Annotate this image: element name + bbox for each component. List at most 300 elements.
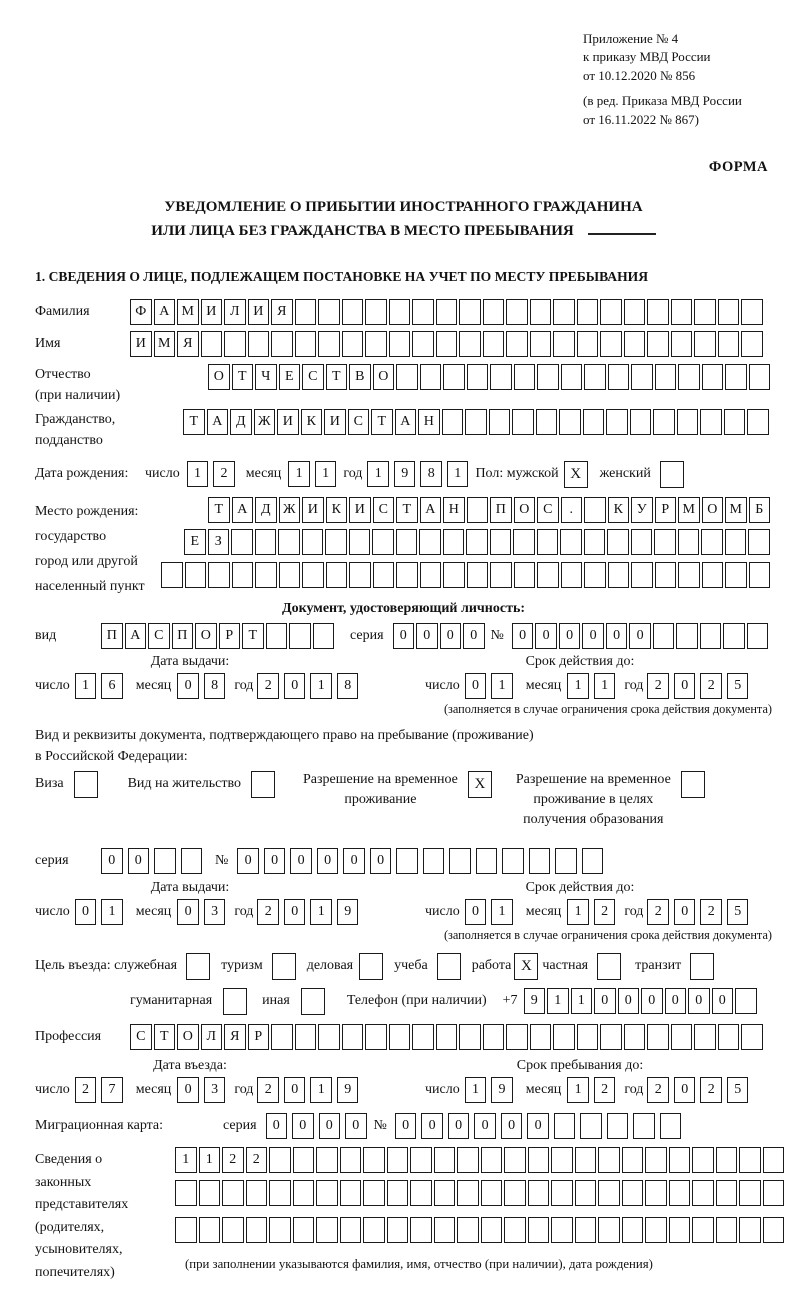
form-cell [554, 1113, 576, 1139]
purpose-transit-label: транзит [635, 958, 682, 974]
form-cell: Я [271, 299, 293, 325]
migration-number-boxes [395, 1113, 687, 1139]
birthplace-block-label [35, 499, 145, 599]
purpose-business-checkbox [359, 953, 383, 980]
form-cell: А [154, 299, 176, 325]
form-cell [389, 299, 411, 325]
form-cell: 1 [547, 988, 569, 1014]
form-cell: П [490, 497, 512, 523]
form-cell [295, 299, 317, 325]
form-cell [483, 299, 505, 325]
purpose-tourism-label: туризм [221, 958, 263, 974]
form-cell [624, 1024, 646, 1050]
form-cell: 5 [727, 673, 749, 699]
form-cell: О [702, 497, 724, 523]
form-cell [269, 1180, 291, 1206]
revision-block [583, 92, 772, 129]
form-cell [459, 1024, 481, 1050]
birthplace-row-2 [184, 529, 772, 555]
form-cell [443, 364, 465, 390]
form-cell: 7 [101, 1077, 123, 1103]
form-cell: 0 [559, 623, 581, 649]
form-cell [224, 331, 246, 357]
form-cell: З [208, 529, 230, 555]
phone-label: Телефон (при наличии) [346, 993, 487, 1009]
sex-male-checkbox: X [564, 461, 588, 488]
form-cell [561, 364, 583, 390]
form-cell [302, 562, 324, 588]
form-cell [669, 1217, 691, 1243]
form-cell: С [537, 497, 559, 523]
form-cell [201, 331, 223, 357]
purpose-humanitarian-label: гуманитарная [130, 993, 213, 1009]
form-cell [457, 1217, 479, 1243]
form-cell [551, 1180, 573, 1206]
form-cell: М [725, 497, 747, 523]
form-cell [598, 1217, 620, 1243]
form-cell: 9 [394, 461, 416, 487]
form-cell: 0 [177, 1077, 199, 1103]
form-cell [528, 1180, 550, 1206]
form-cell [246, 1217, 268, 1243]
form-cell [530, 1024, 552, 1050]
form-cell: 1 [310, 899, 332, 925]
doc-type-row [35, 623, 772, 649]
form-cell [318, 299, 340, 325]
month-boxes [567, 899, 620, 925]
form-cell [279, 562, 301, 588]
form-cell: С [148, 623, 170, 649]
form-cell [631, 562, 653, 588]
label-line: подданство [35, 432, 103, 448]
form-cell: 8 [337, 673, 359, 699]
form-cell [741, 1024, 763, 1050]
form-cell [449, 848, 471, 874]
year-boxes [647, 673, 753, 699]
date-title: Срок пребывания до: [516, 1058, 644, 1074]
year-label: год [234, 677, 254, 693]
form-cell [349, 562, 371, 588]
form-cell [655, 364, 677, 390]
form-cell [718, 331, 740, 357]
form-cell: А [125, 623, 147, 649]
form-cell: 2 [700, 673, 722, 699]
form-cell [442, 409, 464, 435]
legal-rep-row-2-boxes [175, 1180, 786, 1206]
form-cell [255, 529, 277, 555]
form-cell: 1 [175, 1147, 197, 1173]
form-cell [423, 848, 445, 874]
date-title: Срок действия до: [525, 880, 635, 896]
form-cell [645, 1147, 667, 1173]
form-cell: 0 [582, 623, 604, 649]
form-cell: Ф [130, 299, 152, 325]
form-cell: Т [242, 623, 264, 649]
form-cell: 8 [420, 461, 442, 487]
form-cell: 3 [204, 1077, 226, 1103]
form-cell: Т [396, 497, 418, 523]
form-cell [553, 299, 575, 325]
birthplace-row-3 [161, 562, 772, 593]
day-label: число [425, 677, 460, 693]
form-cell [295, 1024, 317, 1050]
citizenship-row [35, 409, 772, 451]
form-cell [553, 331, 575, 357]
form-cell: 0 [474, 1113, 496, 1139]
sex-female-checkbox [660, 461, 684, 488]
appendix-line: к приказу МВД России [583, 49, 711, 65]
patronymic-boxes [208, 364, 772, 390]
form-cell: 0 [606, 623, 628, 649]
form-cell [467, 364, 489, 390]
form-cell [747, 409, 769, 435]
form-cell [342, 331, 364, 357]
label-line: город или другой [35, 553, 138, 569]
form-cell [608, 364, 630, 390]
form-cell [420, 562, 442, 588]
form-cell: 1 [367, 461, 389, 487]
form-cell [420, 364, 442, 390]
day-label: число [35, 904, 70, 920]
forma-label: ФОРМА [708, 159, 768, 176]
form-cell: Ж [279, 497, 301, 523]
form-cell [410, 1217, 432, 1243]
form-cell [600, 299, 622, 325]
form-cell [739, 1147, 761, 1173]
identity-doc-heading: Документ, удостоверяющий личность: [281, 600, 526, 616]
form-cell [654, 529, 676, 555]
day-label: число [35, 677, 70, 693]
form-cell: 0 [448, 1113, 470, 1139]
birth-month-boxes [288, 461, 341, 487]
form-cell: О [514, 497, 536, 523]
label-line: Разрешение на временное [302, 772, 458, 788]
form-cell [763, 1180, 785, 1206]
form-cell [660, 1113, 682, 1139]
form-cell [373, 562, 395, 588]
form-cell [481, 1147, 503, 1173]
form-cell [551, 1217, 573, 1243]
form-cell: 0 [264, 848, 286, 874]
permit-series-label: серия [35, 853, 69, 869]
migration-series-label: серия [223, 1118, 257, 1134]
form-cell: 2 [647, 1077, 669, 1103]
form-cell: О [177, 1024, 199, 1050]
birthplace-row-3-boxes [161, 562, 772, 588]
form-cell: 2 [647, 673, 669, 699]
form-cell [694, 1024, 716, 1050]
form-cell [293, 1180, 315, 1206]
form-cell: 0 [535, 623, 557, 649]
form-cell [271, 331, 293, 357]
form-cell [600, 331, 622, 357]
form-cell [747, 623, 769, 649]
day-label: число [425, 904, 460, 920]
education-residence-checkbox [681, 771, 705, 798]
permit-number-label: № [215, 853, 229, 869]
form-cell: 0 [101, 848, 123, 874]
legal-representatives-block-caption: (при заполнении указываются фамилия, имя, отчество (при наличии), дата рождения) [185, 1257, 653, 1272]
form-cell [293, 1147, 315, 1173]
profession-label: Профессия [35, 1029, 102, 1045]
form-cell [506, 299, 528, 325]
form-cell: С [130, 1024, 152, 1050]
sex-female-label: женский [599, 465, 651, 481]
form-cell: 2 [257, 899, 279, 925]
month-label: месяц [135, 1082, 172, 1098]
form-cell: Р [219, 623, 241, 649]
purpose-tourism-checkbox [272, 953, 296, 980]
month-boxes [177, 899, 230, 925]
form-cell: Т [371, 409, 393, 435]
form-cell: Р [655, 497, 677, 523]
form-cell [465, 409, 487, 435]
purpose-work-label: работа [471, 958, 512, 974]
month-label: месяц [135, 677, 172, 693]
form-cell [645, 1180, 667, 1206]
form-cell: С [373, 497, 395, 523]
form-cell [389, 1024, 411, 1050]
temporary-residence-checkbox-label [303, 770, 458, 810]
form-cell [342, 299, 364, 325]
label-line: проживание в целях [533, 792, 654, 808]
form-cell: 0 [674, 899, 696, 925]
day-boxes [465, 673, 518, 699]
form-cell: Л [201, 1024, 223, 1050]
form-cell [678, 529, 700, 555]
form-cell [555, 848, 577, 874]
form-cell: 0 [266, 1113, 288, 1139]
form-cell [647, 331, 669, 357]
form-cell: 1 [75, 673, 97, 699]
patronymic-row [35, 364, 772, 406]
birthdate-sex-row [35, 461, 772, 488]
form-cell [396, 529, 418, 555]
birthplace-row-2-boxes [184, 529, 772, 555]
form-cell: 0 [393, 623, 415, 649]
form-cell [266, 623, 288, 649]
form-cell [748, 529, 770, 555]
form-cell [316, 1147, 338, 1173]
text-line: Вид и реквизиты документа, подтверждающего право на пребывание (проживание) [35, 727, 534, 743]
purpose-official-label: Цель въезда: служебная [35, 958, 178, 974]
doc-series-label: серия [350, 627, 384, 643]
form-cell: 0 [465, 673, 487, 699]
form-cell [504, 1180, 526, 1206]
form-cell: Д [255, 497, 277, 523]
form-cell [530, 331, 552, 357]
form-cell [506, 331, 528, 357]
permit-series-boxes [101, 848, 207, 874]
label-line: представителях [35, 1197, 129, 1213]
firstname-boxes [130, 331, 765, 357]
form-cell: 0 [665, 988, 687, 1014]
month-label: месяц [135, 904, 172, 920]
form-cell: 0 [688, 988, 710, 1014]
day-boxes [465, 1077, 518, 1103]
form-cell [481, 1180, 503, 1206]
residence-permit-checkbox-label [128, 770, 241, 797]
revision-line: от 16.11.2022 № 867) [583, 111, 700, 127]
form-cell [513, 529, 535, 555]
form-cell: . [561, 497, 583, 523]
form-cell [694, 331, 716, 357]
form-cell [434, 1180, 456, 1206]
form-cell: 1 [447, 461, 469, 487]
month-label: месяц [525, 904, 562, 920]
form-cell [584, 497, 606, 523]
date-title: Дата въезда: [153, 1058, 227, 1074]
form-cell: Н [418, 409, 440, 435]
legal-rep-row-3-boxes [175, 1217, 786, 1243]
form-cell [530, 299, 552, 325]
form-cell: 0 [421, 1113, 443, 1139]
form-cell: 0 [128, 848, 150, 874]
form-cell [598, 1180, 620, 1206]
form-cell: Т [183, 409, 205, 435]
form-cell: Р [248, 1024, 270, 1050]
label-line: Сведения о [35, 1152, 103, 1168]
form-cell [342, 1024, 364, 1050]
form-cell [537, 529, 559, 555]
form-cell [633, 1113, 655, 1139]
form-cell: Н [443, 497, 465, 523]
form-cell: В [349, 364, 371, 390]
firstname-label: Имя [35, 335, 61, 351]
form-cell [365, 1024, 387, 1050]
form-cell [580, 1113, 602, 1139]
form-cell [340, 1217, 362, 1243]
form-cell [671, 299, 693, 325]
form-cell [436, 331, 458, 357]
birthplace-row-1-boxes [208, 497, 772, 523]
form-cell: 1 [310, 673, 332, 699]
form-cell [702, 562, 724, 588]
form-cell [481, 1217, 503, 1243]
profession-row [35, 1024, 772, 1050]
form-cell [647, 1024, 669, 1050]
form-cell [692, 1147, 714, 1173]
form-cell: 3 [204, 899, 226, 925]
form-cell [434, 1217, 456, 1243]
form-cell [671, 1024, 693, 1050]
form-cell [735, 988, 757, 1014]
form-cell [678, 364, 700, 390]
form-cell [724, 409, 746, 435]
form-cell: 2 [700, 1077, 722, 1103]
permit-series-row [35, 848, 772, 874]
profession-boxes [130, 1024, 765, 1050]
form-cell: 0 [284, 899, 306, 925]
form-cell [396, 562, 418, 588]
form-cell [537, 562, 559, 588]
form-cell: 1 [465, 1077, 487, 1103]
form-cell: 0 [465, 899, 487, 925]
phone-prefix-label: +7 [502, 993, 518, 1009]
legal-rep-row-1 [175, 1147, 772, 1173]
form-cell: М [177, 299, 199, 325]
form-cell [255, 562, 277, 588]
form-cell: 1 [567, 1077, 589, 1103]
form-cell: И [324, 409, 346, 435]
form-title [35, 196, 772, 243]
form-cell [199, 1217, 221, 1243]
form-cell [271, 1024, 293, 1050]
year-label: год [624, 904, 644, 920]
form-cell [372, 529, 394, 555]
year-boxes [647, 1077, 753, 1103]
day-label: число [145, 465, 180, 481]
form-cell [723, 623, 745, 649]
form-cell [575, 1147, 597, 1173]
date-row-right [425, 673, 753, 699]
form-cell: 2 [222, 1147, 244, 1173]
form-cell: 1 [101, 899, 123, 925]
form-cell [419, 529, 441, 555]
purpose-official-checkbox [186, 953, 210, 980]
form-cell: С [302, 364, 324, 390]
residence-doc-text [35, 725, 772, 768]
form-cell [622, 1217, 644, 1243]
form-cell [175, 1217, 197, 1243]
day-boxes [75, 1077, 128, 1103]
form-cell [490, 562, 512, 588]
label-line: законных [35, 1174, 92, 1190]
form-cell: 0 [343, 848, 365, 874]
sex-male-label: Пол: мужской [475, 465, 559, 481]
form-cell: 0 [512, 623, 534, 649]
form-cell: 2 [257, 673, 279, 699]
form-cell [631, 529, 653, 555]
form-cell: И [130, 331, 152, 357]
form-cell [718, 299, 740, 325]
migration-card-row [35, 1113, 772, 1139]
form-cell [630, 409, 652, 435]
visa-checkbox [74, 771, 98, 798]
form-title-line2: ИЛИ ЛИЦА БЕЗ ГРАЖДАНСТВА В МЕСТО ПРЕБЫВАНИЯ [35, 220, 772, 243]
form-cell [412, 1024, 434, 1050]
month-boxes [567, 673, 620, 699]
form-cell: 0 [674, 673, 696, 699]
month-label: месяц [245, 465, 282, 481]
month-label: месяц [525, 1082, 562, 1098]
temporary-residence-checkbox-item [303, 770, 492, 810]
permit-dates-block-right [425, 880, 753, 925]
year-boxes [257, 1077, 363, 1103]
form-cell [575, 1217, 597, 1243]
form-cell [412, 331, 434, 357]
form-cell [653, 623, 675, 649]
surname-label: Фамилия [35, 303, 90, 319]
form-cell [278, 529, 300, 555]
form-cell [161, 562, 183, 588]
form-cell: 2 [647, 899, 669, 925]
form-cell: К [608, 497, 630, 523]
form-cell: 0 [75, 899, 97, 925]
form-cell [514, 562, 536, 588]
birthplace-block [35, 497, 772, 593]
citizenship-boxes [183, 409, 771, 435]
migration-number-label: № [373, 1118, 387, 1134]
form-cell: К [301, 409, 323, 435]
form-cell [512, 409, 534, 435]
form-cell: П [101, 623, 123, 649]
label-line: (при наличии) [35, 387, 121, 403]
entry-dates-block-right [425, 1058, 753, 1103]
form-cell: 0 [237, 848, 259, 874]
form-cell [467, 562, 489, 588]
form-cell: 5 [727, 1077, 749, 1103]
